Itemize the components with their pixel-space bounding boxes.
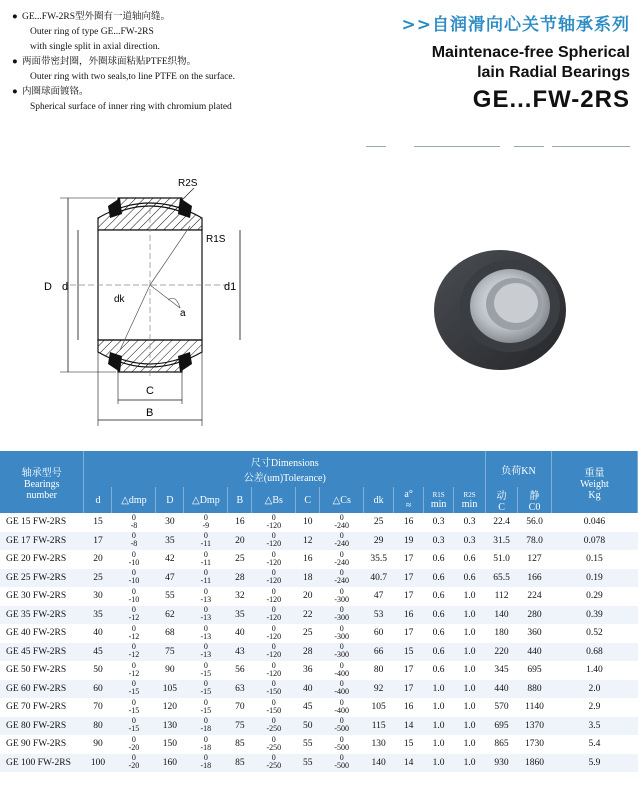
cell-d: 100 [84,754,112,773]
spec-table [0,451,638,772]
label-d1: d1 [224,281,237,293]
cell-r1: 1.0 [424,717,454,736]
cell-cd: 570 [494,702,509,713]
cell-B: 16 [235,517,245,528]
title-underline [366,146,630,147]
cell-dk: 47 [373,591,384,602]
cell-cd: 695 [486,717,518,736]
cell-C: 25 [303,628,313,639]
cell-a: 17 [403,628,414,639]
feature-notes [12,10,312,115]
cell-B: 85 [228,754,252,773]
cell-model: GE 50 FW-2RS [6,665,67,676]
cell-Cs: 0 -300 [334,586,350,604]
table-row [0,680,638,699]
cell-Cs: 0 -240 [320,569,364,588]
cell-C: 45 [303,702,313,713]
cell-B: 20 [228,532,252,551]
cell-dmp: 0 -12 [128,623,140,641]
cell-Dmp: 0 -13 [184,643,228,662]
cell-model: GE 60 FW-2RS [0,680,84,699]
cell-dmp: 0 -20 [128,734,140,752]
cell-dmp: 0 -12 [112,606,156,625]
cell-D: 150 [162,739,178,750]
cell-C: 55 [303,739,313,750]
col-Dmp: △Dmp [184,487,228,513]
header-load: 负荷KN [486,451,552,487]
col-d: d [84,487,112,513]
series-title-en-line2: lain Radial Bearings [477,64,630,81]
cell-C: 28 [296,643,320,662]
cell-Bs: 0 -120 [252,606,296,625]
cell-dk: 40.7 [364,569,394,588]
cell-w: 1.40 [586,665,603,676]
note-line: with single split in axial direction. [30,42,160,52]
table-row [0,513,638,532]
cell-r2: 1.0 [454,606,486,625]
cell-r1: 1.0 [424,680,454,699]
cell-Bs: 0 -150 [266,697,282,715]
label-C: C [146,385,154,397]
cell-w: 2.9 [588,702,601,713]
cell-r1: 0.6 [424,569,454,588]
col-dynamic: 动 C [486,487,518,513]
table-row [0,735,638,754]
cell-Dmp: 0 -11 [184,569,228,588]
cell-dmp: 0 -10 [128,586,140,604]
bearing-photo [430,240,570,380]
cell-dk: 80 [373,665,384,676]
cell-D: 160 [156,754,184,773]
cell-model: GE 17 FW-2RS [0,532,84,551]
table-row [0,754,638,773]
cell-Cs: 0 -240 [334,512,350,530]
cell-model: GE 45 FW-2RS [0,643,84,662]
cell-D: 42 [165,554,175,565]
cell-cd: 65.5 [486,569,518,588]
cell-Bs: 0 -150 [252,680,296,699]
table-row [0,532,638,551]
label-r2s: R2S [178,178,198,189]
cell-r2: 1.0 [454,717,486,736]
cell-Dmp: 0 -13 [184,606,228,625]
cell-cs: 1140 [525,702,544,713]
label-a: a [180,308,186,319]
cell-Cs: 0 -500 [320,754,364,773]
cell-dmp: 0 -8 [112,532,156,551]
label-B: B [146,407,154,419]
cell-model: GE 25 FW-2RS [0,569,84,588]
cell-r1: 0.3 [432,517,445,528]
note-line: ● 内圈球面镀铬。 [12,87,89,97]
note-line: Spherical surface of inner ring with chromium plated [30,102,232,112]
cell-dmp: 0 -15 [112,680,156,699]
cell-dk: 92 [364,680,394,699]
cell-a: 15 [403,739,414,750]
cell-Dmp: 0 -15 [200,660,212,678]
cell-C: 18 [296,569,320,588]
cell-model: GE 100 FW-2RS [0,754,84,773]
cell-r1: 1.0 [432,739,445,750]
cell-B: 28 [228,569,252,588]
cell-d: 25 [84,569,112,588]
cell-D: 105 [156,680,184,699]
cell-r2: 1.0 [454,643,486,662]
cell-cd: 112 [494,591,509,602]
cell-cs: 280 [518,606,552,625]
cell-Dmp: 0 -18 [184,717,228,736]
cell-dk: 140 [364,754,394,773]
cell-cs: 1730 [525,739,544,750]
cell-C: 36 [303,665,313,676]
cell-w: 0.29 [586,591,603,602]
cell-dk: 25 [373,517,384,528]
cell-a: 15 [394,643,424,662]
cell-Cs: 0 -240 [334,549,350,567]
cell-dmp: 0 -8 [130,512,138,530]
table-row [0,698,638,717]
cell-d: 30 [93,591,103,602]
cell-d: 15 [93,517,103,528]
cell-B: 85 [235,739,245,750]
cell-d: 50 [93,665,103,676]
cell-w: 0.078 [551,532,637,551]
cell-B: 63 [228,680,252,699]
cell-cs: 695 [527,665,542,676]
cell-Cs: 0 -400 [334,697,350,715]
cell-Cs: 0 -300 [320,643,364,662]
cell-Cs: 0 -240 [320,532,364,551]
cell-Cs: 0 -400 [320,680,364,699]
cell-Bs: 0 -120 [266,549,282,567]
cell-r1: 0.6 [432,591,445,602]
cell-d: 35 [84,606,112,625]
cell-D: 75 [156,643,184,662]
cell-model: GE 35 FW-2RS [0,606,84,625]
cell-Cs: 0 -500 [320,717,364,736]
cell-model: GE 70 FW-2RS [6,702,67,713]
cell-r2: 1.0 [463,665,476,676]
cell-Bs: 0 -250 [252,754,296,773]
label-d: d [62,281,69,293]
header-dimensions: 尺寸Dimensions 公差(um)Tolerance) [84,451,486,487]
cell-Dmp: 0 -11 [184,532,228,551]
cell-B: 75 [228,717,252,736]
cell-model: GE 40 FW-2RS [6,628,67,639]
note-line: Outer ring of type GE...FW-2RS [30,27,154,37]
cell-B: 35 [228,606,252,625]
cell-C: 16 [303,554,313,565]
cell-a: 17 [403,554,414,565]
cell-dk: 115 [364,717,394,736]
cell-dmp: 0 -15 [128,697,140,715]
cell-D: 55 [165,591,175,602]
cell-cd: 865 [494,739,509,750]
cell-Dmp: 0 -15 [184,680,228,699]
cell-Bs: 0 -120 [266,660,282,678]
cell-w: 0.39 [551,606,637,625]
cell-Dmp: 0 -18 [200,734,212,752]
cell-D: 90 [165,665,175,676]
cell-dk: 53 [364,606,394,625]
table-row [0,569,638,588]
cell-cs: 880 [518,680,552,699]
cell-w: 5.9 [551,754,637,773]
cell-D: 30 [165,517,175,528]
cell-Bs: 0 -120 [252,643,296,662]
cell-a: 17 [403,591,414,602]
cell-C: 10 [303,517,313,528]
cell-C: 55 [296,754,320,773]
label-dk: dk [114,294,125,305]
col-static: 静 C0 [518,487,552,513]
model-title: GE...FW-2RS [472,86,630,113]
cell-D: 47 [156,569,184,588]
cell-a: 19 [394,532,424,551]
cell-w: 0.15 [586,554,603,565]
cell-Dmp: 0 -13 [200,586,212,604]
cell-w: 2.0 [551,680,637,699]
cell-a: 14 [394,754,424,773]
table-row [0,643,638,662]
cell-Dmp: 0 -9 [202,512,210,530]
cell-d: 40 [93,628,103,639]
cell-r2: 1.0 [463,591,476,602]
cell-cs: 360 [527,628,542,639]
cell-Bs: 0 -250 [266,734,282,752]
cell-dk: 66 [364,643,394,662]
cell-cd: 345 [494,665,509,676]
cell-cd: 51.0 [493,554,510,565]
cell-cd: 140 [486,606,518,625]
header-model: 轴承型号 Bearings number [0,451,84,513]
table-row [0,661,638,680]
cell-dmp: 0 -10 [112,569,156,588]
note-line: ● 两面带密封圈，外圈球面粘贴PTFE织物。 [12,57,197,67]
table-row [0,587,638,606]
cell-r2: 0.3 [454,532,486,551]
col-r2s: R2S min [454,487,486,513]
cell-r2: 0.6 [463,554,476,565]
cell-D: 120 [162,702,178,713]
col-B: B [228,487,252,513]
cell-r1: 0.3 [424,532,454,551]
cell-r2: 1.0 [454,754,486,773]
cell-a: 16 [403,517,414,528]
col-dk: dk [364,487,394,513]
cell-r1: 0.6 [424,606,454,625]
cell-d: 60 [84,680,112,699]
series-title-en-line1: Maintenace-free Spherical [431,44,630,61]
cell-cs: 440 [518,643,552,662]
cell-r1: 1.0 [424,754,454,773]
cell-r1: 0.6 [432,665,445,676]
cell-cd: 180 [494,628,509,639]
cell-dmp: 0 -15 [112,717,156,736]
cell-dk: 60 [373,628,384,639]
cell-d: 17 [84,532,112,551]
cell-a: 17 [394,569,424,588]
series-title-cn: >>自润滑向心关节轴承系列 [401,15,630,35]
cell-Bs: 0 -120 [252,569,296,588]
cell-r2: 1.0 [463,739,476,750]
col-dmp: △dmp [112,487,156,513]
cell-a: 16 [403,702,414,713]
cell-cs: 1370 [518,717,552,736]
cell-cs: 166 [518,569,552,588]
cell-model: GE 90 FW-2RS [6,739,67,750]
cell-D: 35 [156,532,184,551]
cell-dk: 105 [371,702,386,713]
cell-C: 50 [296,717,320,736]
cell-d: 70 [93,702,103,713]
cell-Cs: 0 -300 [334,623,350,641]
cell-cd: 31.5 [486,532,518,551]
cell-cd: 220 [486,643,518,662]
cell-model: GE 30 FW-2RS [6,591,67,602]
cell-B: 56 [235,665,245,676]
cell-d: 45 [84,643,112,662]
cell-r2: 1.0 [463,702,476,713]
cell-Cs: 0 -400 [334,660,350,678]
cell-C: 20 [303,591,313,602]
cell-d: 80 [84,717,112,736]
cell-Bs: 0 -250 [252,717,296,736]
table-row [0,550,638,569]
cell-w: 0.19 [551,569,637,588]
cell-Bs: 0 -120 [266,512,282,530]
cell-cs: 224 [527,591,542,602]
cell-cs: 1860 [518,754,552,773]
cell-w: 0.68 [551,643,637,662]
cell-r1: 0.6 [432,628,445,639]
cell-dmp: 0 -20 [112,754,156,773]
cell-cs: 78.0 [518,532,552,551]
cell-B: 70 [235,702,245,713]
cell-D: 68 [165,628,175,639]
col-r1s: R1S min [424,487,454,513]
cell-Bs: 0 -120 [266,623,282,641]
cell-Dmp: 0 -18 [184,754,228,773]
cell-dmp: 0 -12 [128,660,140,678]
cell-a: 16 [394,606,424,625]
cell-r2: 1.0 [463,628,476,639]
cell-w: 5.4 [588,739,601,750]
table-row [0,624,638,643]
cell-B: 43 [228,643,252,662]
cell-D: 62 [156,606,184,625]
cell-model: GE 80 FW-2RS [0,717,84,736]
col-D: D [156,487,184,513]
cell-d: 90 [93,739,103,750]
cell-d: 20 [93,554,103,565]
cell-Cs: 0 -300 [320,606,364,625]
cell-r1: 0.6 [424,643,454,662]
label-D: D [44,281,52,293]
cell-w: 3.5 [551,717,637,736]
bearing-section-drawing [30,168,270,428]
cell-r2: 0.6 [454,569,486,588]
cell-a: 17 [394,680,424,699]
col-Bs: △Bs [252,487,296,513]
cell-Bs: 0 -120 [252,532,296,551]
cell-Dmp: 0 -13 [200,623,212,641]
cell-r1: 0.6 [432,554,445,565]
cell-a: 17 [403,665,414,676]
cell-C: 12 [296,532,320,551]
cell-a: 14 [394,717,424,736]
cell-r1: 1.0 [432,702,445,713]
cell-cd: 22.4 [493,517,510,528]
cell-cd: 440 [486,680,518,699]
col-Cs: △Cs [320,487,364,513]
cell-D: 130 [156,717,184,736]
cell-r2: 0.3 [463,517,476,528]
cell-B: 32 [235,591,245,602]
cell-cd: 930 [486,754,518,773]
cell-C: 22 [296,606,320,625]
cell-dmp: 0 -10 [128,549,140,567]
cell-model: GE 20 FW-2RS [6,554,67,565]
cell-w: 0.52 [586,628,603,639]
label-r1s: R1S [206,234,226,245]
col-a: a° ≈ [394,487,424,513]
cell-dk: 35.5 [370,554,387,565]
header-weight: 重量 Weight Kg [551,451,637,513]
note-line: ● GE...FW-2RS型外圈有一道轴向缝。 [12,12,171,22]
cell-r2: 1.0 [454,680,486,699]
cell-C: 40 [296,680,320,699]
cell-B: 40 [235,628,245,639]
table-row [0,717,638,736]
col-C: C [296,487,320,513]
cell-Dmp: 0 -15 [200,697,212,715]
cell-dmp: 0 -12 [112,643,156,662]
cell-Bs: 0 -120 [266,586,282,604]
note-line: Outer ring with two seals,to line PTFE on the surface. [30,72,236,82]
cell-dk: 29 [364,532,394,551]
cell-w: 0.046 [583,517,606,528]
cell-dk: 130 [371,739,386,750]
cell-cs: 56.0 [526,517,543,528]
cell-Cs: 0 -500 [334,734,350,752]
cell-B: 25 [235,554,245,565]
table-row [0,606,638,625]
cell-cs: 127 [527,554,542,565]
cell-model: GE 15 FW-2RS [6,517,67,528]
cell-Dmp: 0 -11 [200,549,212,567]
